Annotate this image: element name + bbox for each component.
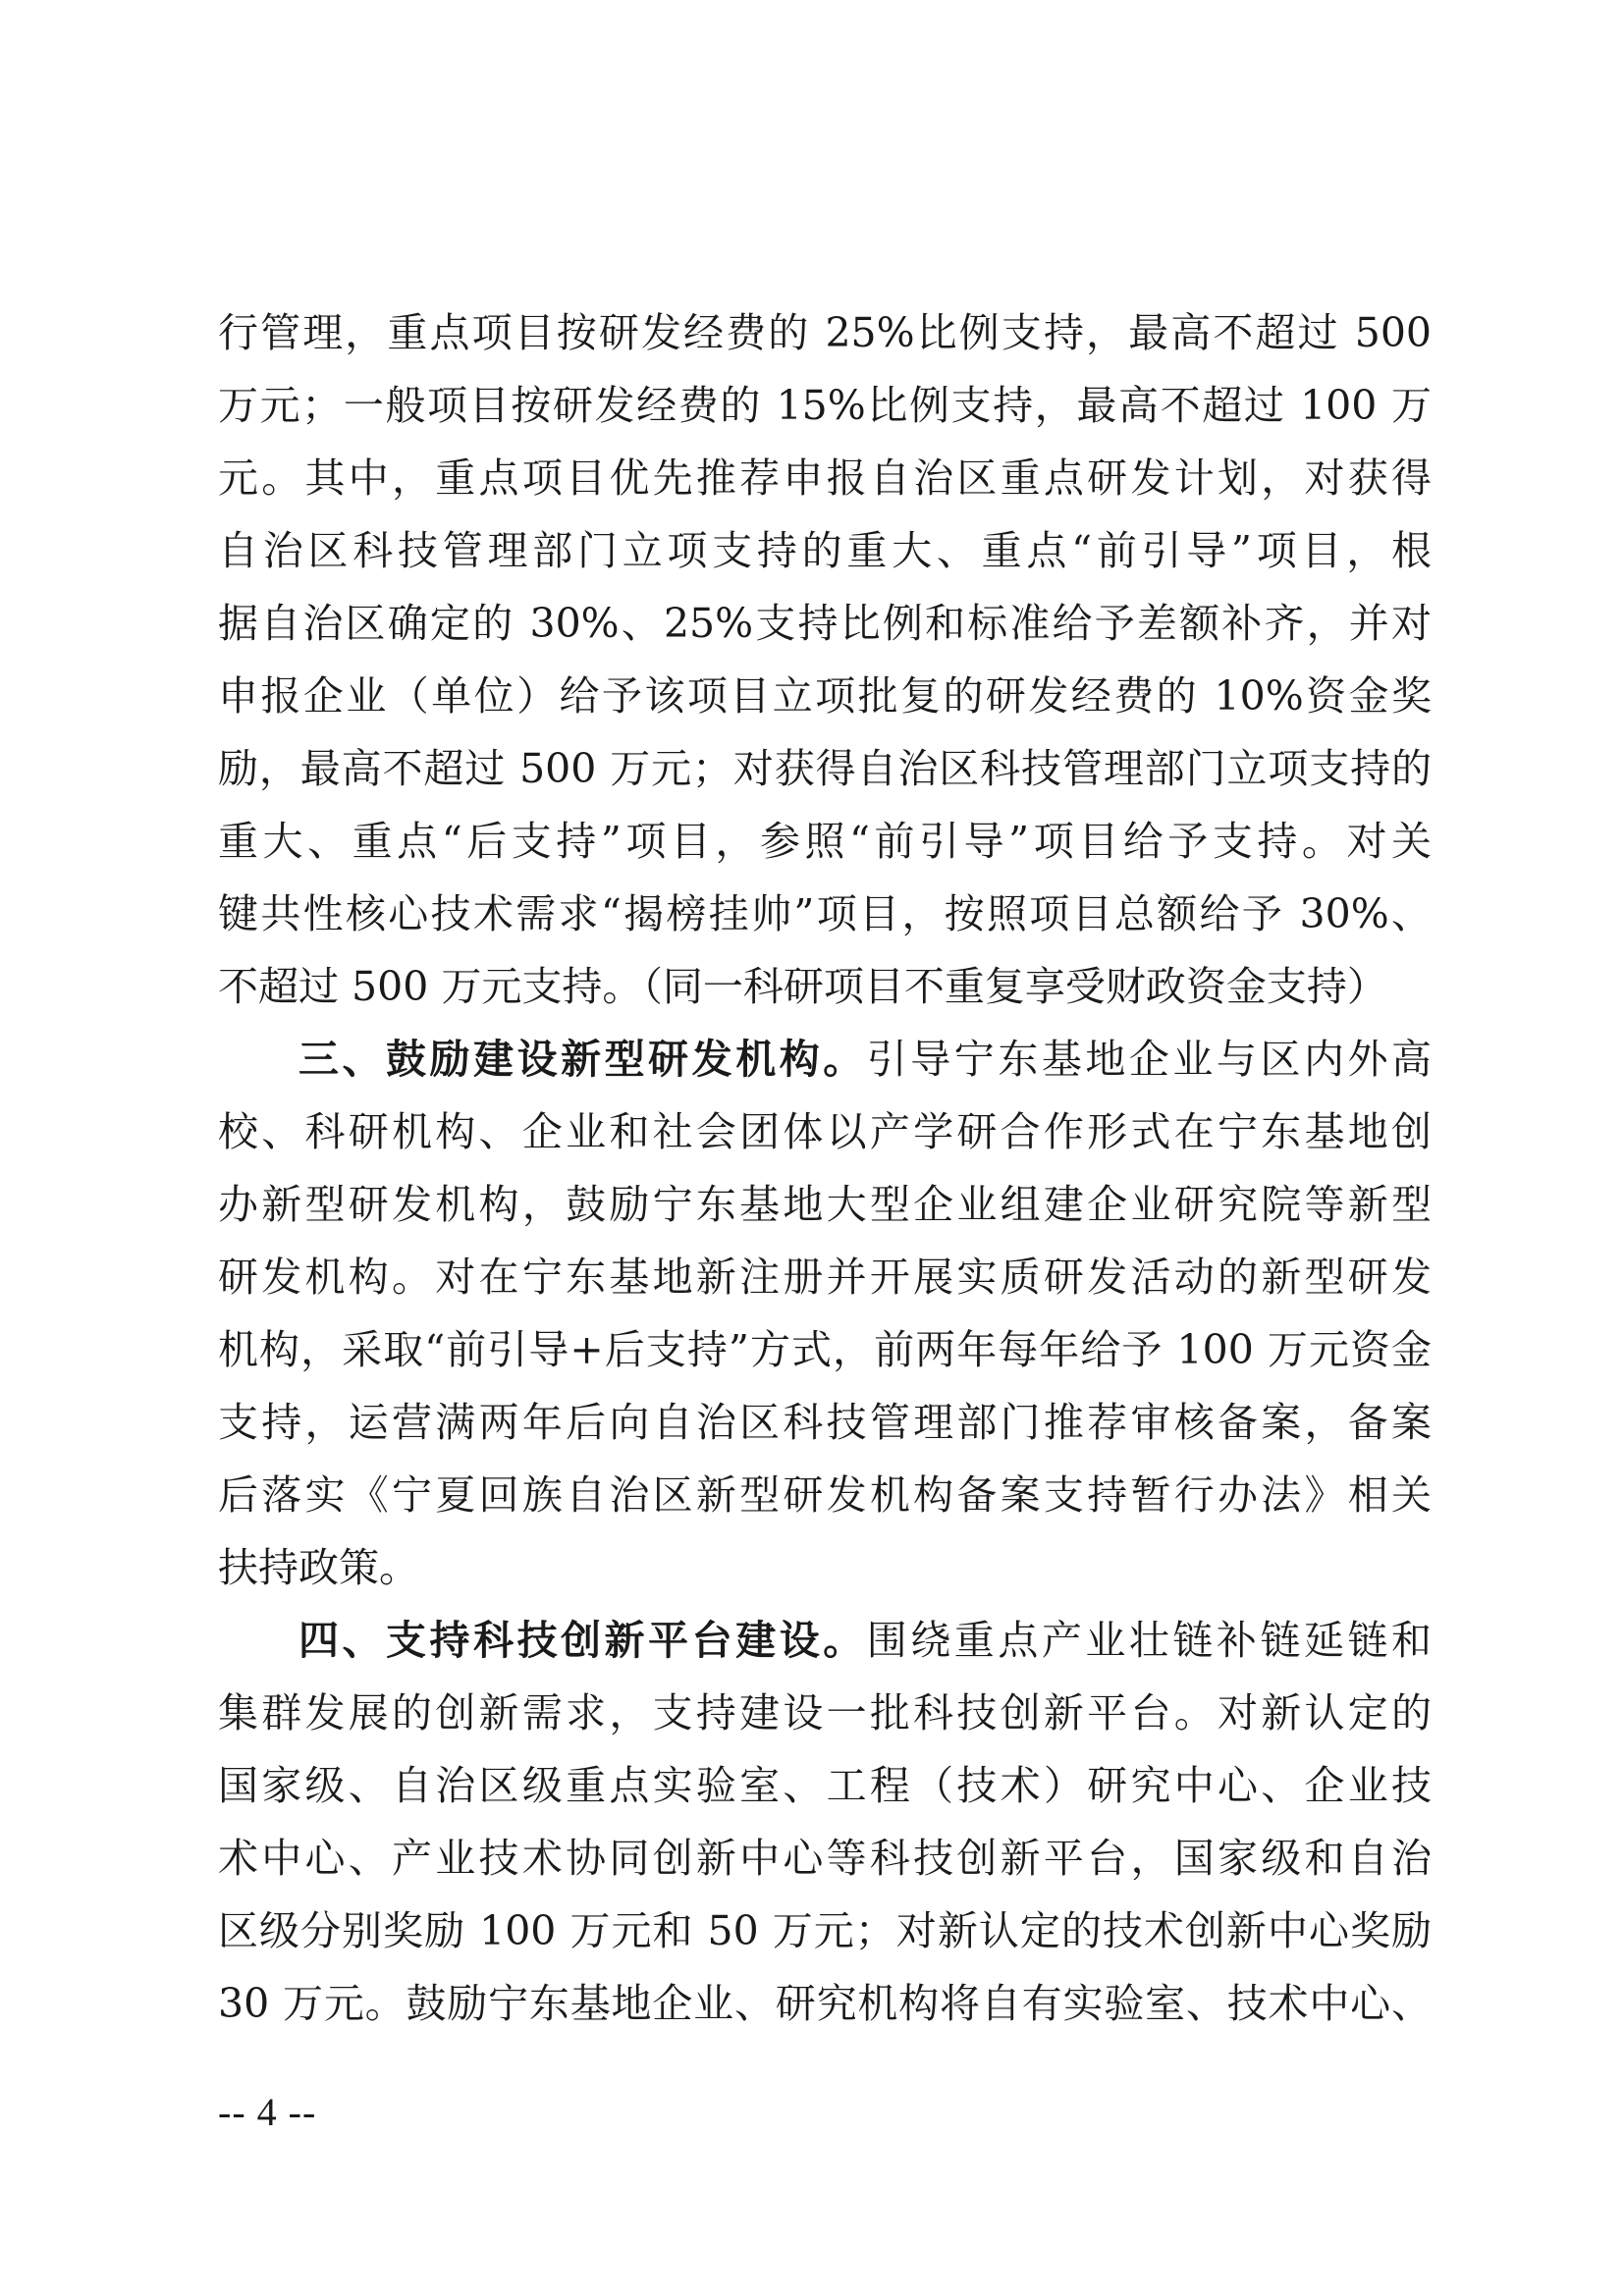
paragraph-3-line-5: 区级分别奖励 100 万元和 50 万元；对新认定的技术创新中心奖励 bbox=[218, 1907, 1432, 1954]
paragraph-3-first-line bbox=[298, 1604, 1432, 1677]
paragraph-3-first-line-text: 围绕重点产业壮链补链延链和 bbox=[866, 1617, 1433, 1664]
page-number: -- 4 -- bbox=[218, 2090, 317, 2134]
paragraph-2-line-4: 研发机构。对在宁东基地新注册并开展实质研发活动的新型研发 bbox=[218, 1254, 1432, 1301]
paragraph-2-first-line-text: 引导宁东基地企业与区内外高 bbox=[866, 1036, 1433, 1083]
paragraph-2-first-line bbox=[298, 1023, 1432, 1095]
paragraph-2-line-3: 办新型研发机构，鼓励宁东基地大型企业组建企业研究院等新型 bbox=[218, 1181, 1432, 1228]
paragraph-2-line-7: 后落实《宁夏回族自治区新型研发机构备案支持暂行办法》相关 bbox=[218, 1471, 1432, 1519]
paragraph-1-line-8: 重大、重点“后支持”项目，参照“前引导”项目给予支持。对关 bbox=[218, 818, 1432, 865]
section-heading-3: 三、鼓励建设新型研发机构。 bbox=[298, 1036, 867, 1083]
paragraph-3-line-3: 国家级、自治区级重点实验室、工程（技术）研究中心、企业技 bbox=[218, 1762, 1432, 1809]
paragraph-3-line-4: 术中心、产业技术协同创新中心等科技创新平台，国家级和自治 bbox=[218, 1835, 1432, 1882]
paragraph-2-line-5: 机构，采取“前引导+后支持”方式，前两年每年给予 100 万元资金 bbox=[218, 1326, 1432, 1373]
paragraph-2-line-2: 校、科研机构、企业和社会团体以产学研合作形式在宁东基地创 bbox=[218, 1108, 1432, 1155]
paragraph-1-line-5: 据自治区确定的 30%、25%支持比例和标准给予差额补齐，并对 bbox=[218, 600, 1432, 647]
paragraph-1-line-10: 不超过 500 万元支持。（同一科研项目不重复享受财政资金支持） bbox=[218, 963, 1387, 1010]
paragraph-1-line-9: 键共性核心技术需求“揭榜挂帅”项目，按照项目总额给予 30%、 bbox=[218, 890, 1432, 937]
paragraph-1-line-2: 万元；一般项目按研发经费的 15%比例支持，最高不超过 100 万 bbox=[218, 382, 1432, 429]
paragraph-1-line-6: 申报企业（单位）给予该项目立项批复的研发经费的 10%资金奖 bbox=[218, 672, 1432, 720]
paragraph-1-line-1: 行管理，重点项目按研发经费的 25%比例支持，最高不超过 500 bbox=[218, 309, 1432, 356]
paragraph-1-line-7: 励，最高不超过 500 万元；对获得自治区科技管理部门立项支持的 bbox=[218, 745, 1432, 792]
paragraph-2-line-8: 扶持政策。 bbox=[218, 1544, 419, 1591]
paragraph-2-line-6: 支持，运营满两年后向自治区科技管理部门推荐审核备案，备案 bbox=[218, 1399, 1432, 1446]
paragraph-3-line-2: 集群发展的创新需求，支持建设一批科技创新平台。对新认定的 bbox=[218, 1689, 1432, 1736]
section-heading-4: 四、支持科技创新平台建设。 bbox=[298, 1617, 867, 1664]
paragraph-1-line-4: 自治区科技管理部门立项支持的重大、重点“前引导”项目，根 bbox=[218, 527, 1432, 574]
paragraph-1-line-3: 元。其中，重点项目优先推荐申报自治区重点研发计划，对获得 bbox=[218, 454, 1432, 502]
paragraph-3-line-6: 30 万元。鼓励宁东基地企业、研究机构将自有实验室、技术中心、 bbox=[218, 1980, 1432, 2027]
